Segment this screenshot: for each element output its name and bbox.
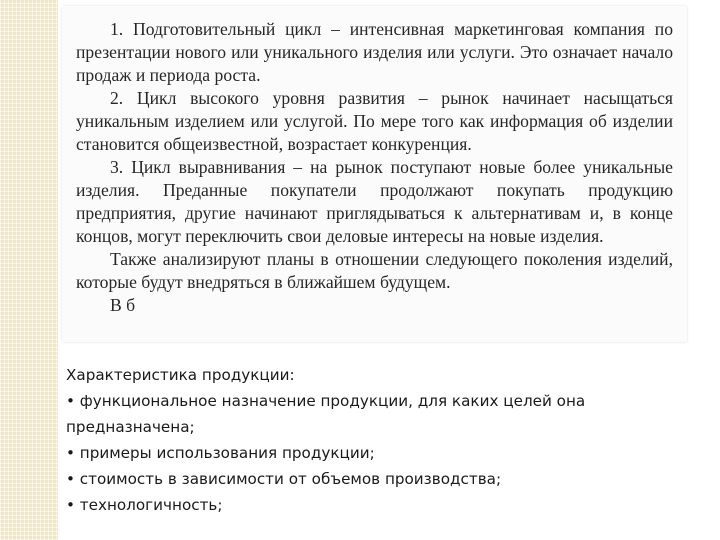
product-item-cost: • стоимость в зависимости от объемов производства; (66, 470, 502, 488)
product-item-purpose: • функциональное назначение продукции, для каких целей она предназначена; (66, 392, 586, 436)
scan-paragraph-4: Также анализируют планы в отношении следующего поколения изделий, которые будут внедряться в ближайшем будущем. (76, 249, 673, 292)
scan-cutoff-line: В б (110, 295, 136, 315)
scanned-text-image (62, 6, 687, 342)
product-heading: Характеристика продукции: (66, 366, 295, 384)
scanned-text-body (62, 6, 687, 317)
scan-paragraph-3: 3. Цикл выравнивания – на рынок поступают новые более уникальные изделия. Преданные покупатели продолжают покупать продукцию предприятия, другие начинают приглядываться к альтернативам и, в конце концов, могут переключить свои деловые интересы на новые изделия. (76, 157, 673, 246)
scan-paragraph-2: 2. Цикл высокого уровня развития – рынок начинает насыщаться уникальным изделием или услугой. По мере того как информация об изделии становится общеизвестной, возрастает конкуренция. (76, 88, 673, 154)
product-item-usage: • примеры использования продукции; (66, 444, 375, 462)
scan-paragraph-1: 1. Подготовительный цикл – интенсивная маркетинговая компания по презентации нового или уникального изделия или услуги. Это означает начало продаж и периода роста. (76, 19, 673, 85)
decorative-side-stripe (0, 0, 58, 540)
product-characteristics (66, 362, 706, 518)
product-item-technology: • технологичность; (66, 496, 223, 514)
